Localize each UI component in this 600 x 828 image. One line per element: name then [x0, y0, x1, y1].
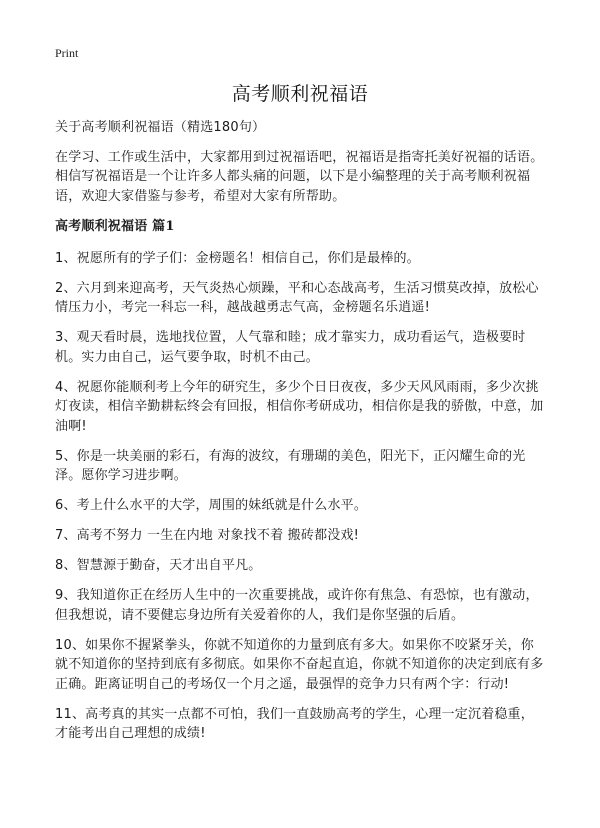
list-item: 8、智慧源于勤奋，天才出自平凡。: [55, 558, 262, 573]
section-heading: 高考顺利祝福语 篇1: [55, 219, 175, 234]
list-item: 3、观天看时晨，选地找位置，人气靠和睦；成才靠实力，成功看运气，造极要时机。实力由自己，运气要争取，时机不由己。: [55, 330, 526, 365]
list-item: 2、六月到来迎高考，天气炎热心烦躁，平和心态战高考，生活习惯莫改掉，放松心情压力小，考完一科忘一科，越战越勇志气高，金榜题名乐逍遥!: [55, 280, 539, 315]
list-item: 7、高考不努力 一生在内地 对象找不着 搬砖都没戏!: [55, 528, 360, 543]
list-item: 1、祝愿所有的学子们：金榜题名！相信自己，你们是最棒的。: [55, 250, 420, 266]
list-item: 5、你是一块美丽的彩石，有海的波纹，有珊瑚的美色，阳光下，正闪耀生命的光泽。愿你学习进步啊。: [55, 448, 526, 483]
intro-paragraph: 在学习、工作或生活中，大家都用到过祝福语吧，祝福语是指寄托美好祝福的话语。相信写祝福语是一个让许多人都头痛的问题，以下是小编整理的关于高考顺利祝福语，欢迎大家借鉴与参考，希望对大家有所帮助。: [55, 149, 544, 204]
list-item: 9、我知道你正在经历人生中的一次重要挑战，或许你有焦急、有恐惊，也有激动，但我想说，请不要健忘身边所有关爱着你的人，我们是你坚强的后盾。: [55, 588, 539, 623]
page-title: 高考顺利祝福语: [231, 83, 369, 105]
document-subtitle: 关于高考顺利祝福语（精选180句）: [55, 120, 266, 135]
list-item: 10、如果你不握紧拳头，你就不知道你的力量到底有多大。如果你不咬紧牙关，你就不知道你的坚持到底有多彻底。如果你不奋起直追，你就不知道你的决定到底有多正确。距离证明自己的考场仅一个月之遥，最强悍的竞争力只有两个字：行动!: [55, 637, 544, 692]
print-label: Print: [55, 46, 79, 60]
list-item: 11、高考真的其实一点都不可怕，我们一直鼓励高考的学生，心理一定沉着稳重，才能考出自己理想的成绩!: [55, 706, 534, 741]
list-item: 6、考上什么水平的大学，周围的妹纸就是什么水平。: [55, 498, 368, 513]
list-item: 4、祝愿你能顺利考上今年的研究生，多少个日日夜夜，多少天风风雨雨，多少次挑灯夜读，相信辛勤耕耘终会有回报，相信你考研成功，相信你是我的骄傲，中意，加油啊!: [55, 379, 544, 434]
document-body: [55, 118, 547, 754]
